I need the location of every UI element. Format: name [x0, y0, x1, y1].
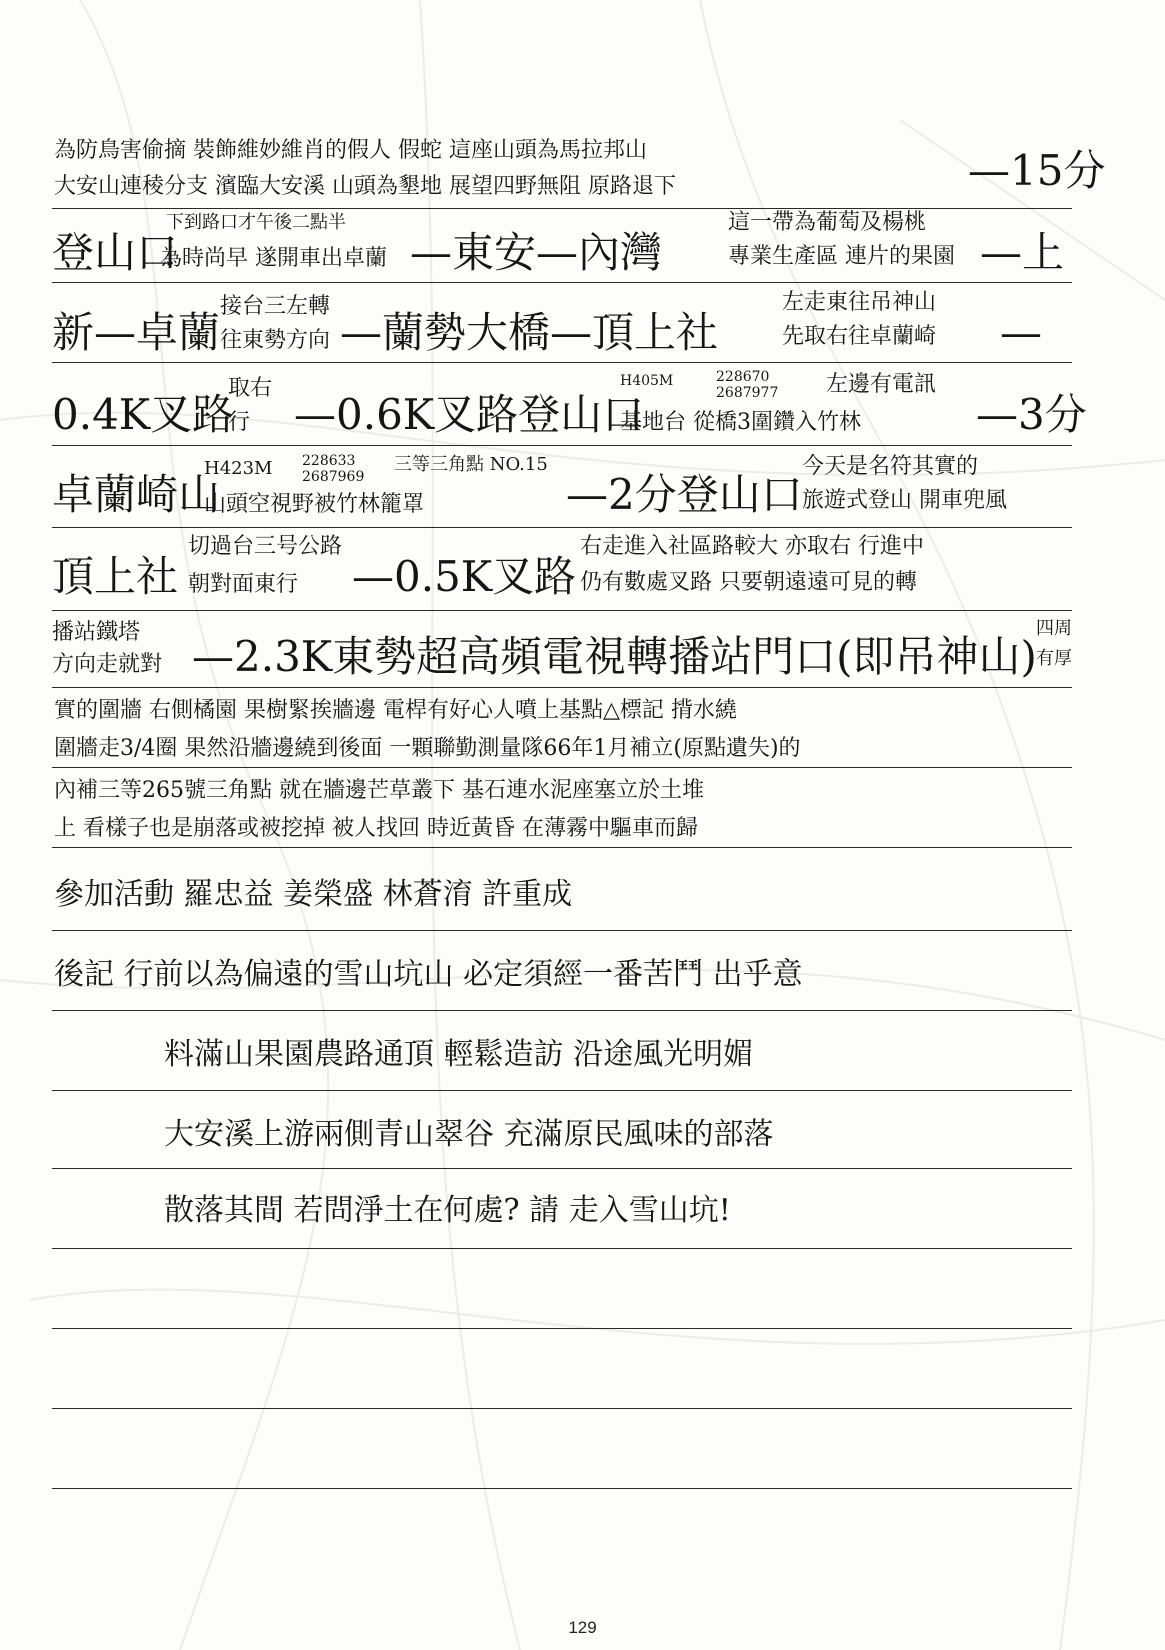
handwritten-line: 料滿山果園農路通頂 輕鬆造訪 沿途風光明媚 [164, 1037, 754, 1072]
handwritten-line: —蘭勢大橋—頂上社 [340, 308, 719, 357]
ruled-line [52, 527, 1072, 528]
handwritten-line: 後記 行前以為偏遠的雪山坑山 必定須經一番苦鬥 出乎意 [54, 957, 803, 992]
handwritten-line: 為防鳥害偷摘 裝飾維妙維肖的假人 假蛇 這座山頭為馬拉邦山 [54, 138, 647, 163]
page-number: 129 [568, 1618, 597, 1637]
handwritten-line: —0.5K叉路 [352, 552, 577, 601]
handwritten-line: 大安溪上游兩側青山翠谷 充滿原民風味的部落 [164, 1117, 774, 1152]
handwritten-line: 登山口 [52, 228, 179, 277]
handwritten-line: 播站鐵塔 [52, 620, 141, 645]
handwritten-line: 有厚 [1036, 648, 1072, 669]
handwritten-line: 228670 [716, 369, 770, 385]
handwritten-line: 2687969 [302, 469, 365, 485]
ruled-line [52, 1010, 1072, 1011]
handwritten-line: —上 [980, 228, 1065, 277]
handwritten-line: 取右 [228, 376, 273, 401]
handwritten-line: 山頭空視野被竹林籠罩 [204, 492, 425, 517]
handwritten-line: 圍牆走3/4圈 果然沿牆邊繞到後面 一顆聯勤測量隊66年1月補立(原點遺失)的 [54, 736, 801, 761]
ruled-line [52, 767, 1072, 768]
handwritten-line: —2分登山口 [566, 470, 803, 519]
handwritten-line: 下到路口才午後二點半 [166, 212, 346, 233]
handwritten-line: 接台三左轉 [220, 294, 331, 319]
handwritten-line: —0.6K叉路登山口 [294, 390, 645, 439]
handwritten-line: 基地台 從橋3圍鑽入竹林 [620, 410, 861, 435]
handwritten-line: 右走進入社區路較大 亦取右 行進中 [580, 534, 924, 559]
handwritten-line: 這一帶為葡萄及楊桃 [728, 210, 927, 235]
ruled-line [52, 1488, 1072, 1489]
handwritten-line: 仍有數處叉路 只要朝遠遠可見的轉 [580, 570, 917, 595]
handwritten-line: 實的圍牆 右側橘園 果樹緊挨牆邊 電桿有好心人噴上基點△標記 揹水繞 [54, 698, 737, 723]
ruled-line [52, 1408, 1072, 1409]
handwritten-line: 228633 [302, 453, 356, 469]
handwritten-line: 今天是名符其實的 [802, 454, 979, 479]
handwritten-line: —2.3K東勢超高頻電視轉播站門口(即吊神山) [192, 632, 1037, 681]
handwritten-line: H423M [204, 458, 273, 479]
ruled-line [52, 1248, 1072, 1249]
handwritten-line: — [1000, 308, 1042, 357]
handwritten-line: 參加活動 羅忠益 姜榮盛 林蒼淯 許重成 [54, 877, 573, 912]
handwritten-line: —東安—內灣 [410, 228, 663, 277]
ruled-line [52, 445, 1072, 446]
handwritten-line: 旅遊式登山 開車兜風 [802, 488, 1007, 513]
handwritten-line: 卓蘭崎山 [52, 470, 221, 519]
handwritten-line: 內補三等265號三角點 就在牆邊芒草叢下 基石連水泥座塞立於土堆 [54, 778, 704, 803]
handwritten-line: 三等三角點 NO.15 [394, 454, 548, 475]
ruled-line [52, 1090, 1072, 1091]
ruled-line [52, 930, 1072, 931]
handwritten-line: 散落其間 若問淨土在何處? 請 走入雪山坑! [164, 1193, 731, 1228]
handwritten-line: —15分 [968, 146, 1106, 195]
ruled-line [52, 282, 1072, 283]
handwritten-line: 左邊有電訊 [826, 372, 937, 397]
handwritten-line: 2687977 [716, 385, 779, 401]
handwritten-line: 0.4K叉路 [52, 390, 235, 439]
handwritten-line: 先取右往卓蘭崎 [782, 324, 937, 349]
ruled-line [52, 687, 1072, 688]
handwritten-line: 大安山連稜分支 濱臨大安溪 山頭為墾地 展望四野無阻 原路退下 [54, 174, 676, 199]
handwritten-line: 行 [228, 410, 251, 435]
ruled-line [52, 610, 1072, 611]
ruled-line [52, 1168, 1072, 1169]
handwritten-line: —3分 [976, 390, 1087, 439]
handwritten-line: H405M [620, 373, 674, 389]
handwritten-line: 切過台三号公路 [188, 534, 343, 559]
ruled-line [52, 362, 1072, 363]
ruled-line [52, 847, 1072, 848]
handwritten-line: 頂上社 [52, 552, 179, 601]
handwritten-line: 新—卓蘭 [52, 308, 221, 357]
handwritten-line: 方向走就對 [52, 652, 163, 677]
ruled-line [52, 1328, 1072, 1329]
handwritten-line: 專業生產區 連片的果園 [728, 244, 955, 269]
ruled-line [52, 208, 1072, 209]
handwritten-line: 左走東往吊神山 [782, 290, 937, 315]
handwritten-line: 朝對面東行 [188, 572, 299, 597]
handwritten-line: 往東勢方向 [220, 328, 331, 353]
handwritten-line: 上 看樣子也是崩落或被挖掉 被人找回 時近黃昏 在薄霧中驅車而歸 [54, 816, 698, 841]
handwritten-line: 四周 [1036, 618, 1072, 639]
handwritten-line: 為時尚早 遂開車出卓蘭 [160, 246, 387, 271]
